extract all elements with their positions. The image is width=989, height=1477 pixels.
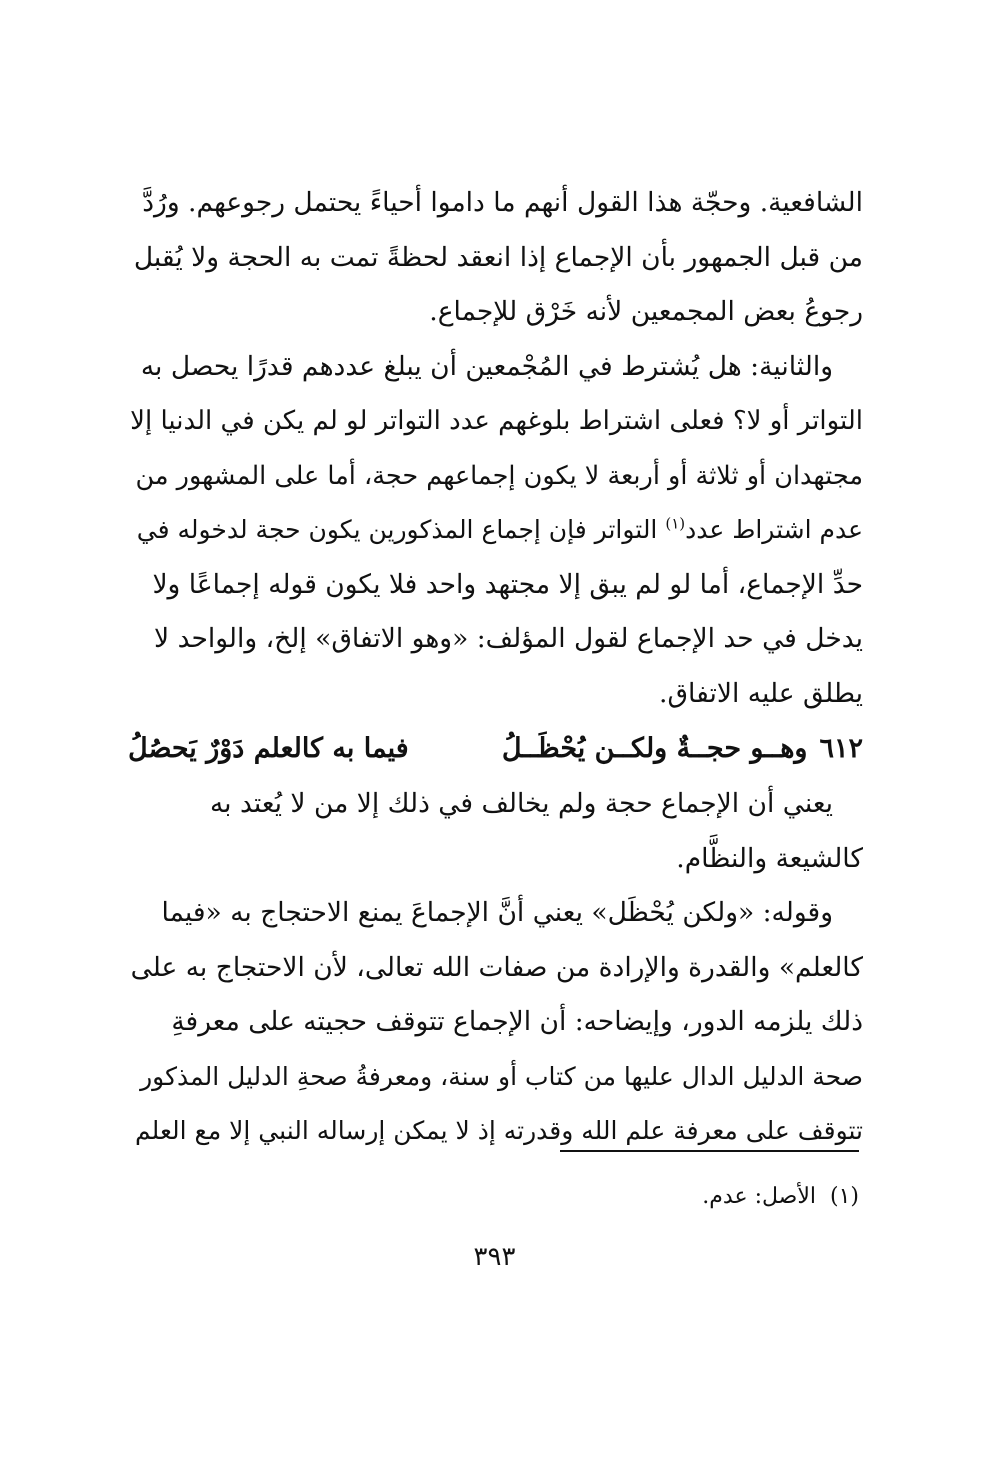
footnote-text: الأصل: عدم. [702, 1184, 816, 1209]
verse-612 [128, 721, 863, 777]
verse-second-hemistich: فيما به كالعلم دَوْرٌ يَحصُلُ [128, 733, 409, 764]
footnote-marker: (١) [829, 1184, 859, 1209]
text-line: التواتر أو لا؟ فعلى اشتراط بلوغهم عدد التواتر لو لم يكن في الدنيا إلا [130, 406, 863, 436]
text-line: تتوقف على معرفة علم الله وقدرته إذ لا يمكن إرساله النبي إلا مع العلم [135, 1116, 863, 1145]
verse-first-text: وهــو حجــةٌ ولكــن يُحْظَــلُ [501, 733, 808, 764]
text-line: حدِّ الإجماع، أما لو لم يبق إلا مجتهد واحد فلا يكون قوله إجماعًا ولا [152, 568, 863, 600]
text-line: كالشيعة والنظَّام. [676, 842, 863, 874]
text-line: يدخل في حد الإجماع لقول المؤلف: «وهو الاتفاق» إلخ، والواحد لا [154, 623, 863, 654]
text-line: كالعلم» والقدرة والإرادة من صفات الله تعالى، لأن الاحتجاج به على [130, 951, 863, 983]
footnote-separator [560, 1150, 859, 1152]
text-line: من قبل الجمهور بأن الإجماع إذا انعقد لحظةً تمت به الحجة ولا يُقبل [133, 241, 863, 273]
text-segment: عدم اشتراط عدد [685, 515, 863, 544]
text-line: صحة الدليل الدال عليها من كتاب أو سنة، ومعرفةُ صحةِ الدليل المذكور [140, 1061, 863, 1091]
footnote-reference[interactable]: (١) [665, 514, 686, 533]
paragraph-4 [128, 886, 863, 1159]
text-line: يعني أن الإجماع حجة ولم يخالف في ذلك إلا من لا يُعتد به [209, 788, 833, 819]
paragraph-3 [128, 777, 863, 886]
text-line: يطلق عليه الاتفاق. [659, 677, 863, 709]
text-line: والثانية: هل يُشترط في المُجْمعين أن يبلغ عددهم قدرًا يحصل به [140, 350, 833, 382]
text-line-with-footnote-ref [128, 503, 863, 558]
verse-number: ٦١٢ [819, 733, 863, 764]
footnote [129, 1180, 859, 1214]
paragraph-2 [128, 340, 863, 722]
page-number: ٣٩٣ [473, 1242, 516, 1272]
text-line: ذلك يلزمه الدور، وإيضاحه: أن الإجماع تتوقف حجيته على معرفةِ [171, 1006, 863, 1037]
text-line: وقوله: «ولكن يُحْظَل» يعني أنَّ الإجماعَ يمنع الاحتجاج به «فيما [161, 897, 833, 928]
text-segment: التواتر فإن إجماع المذكورين يكون حجة لدخوله في [136, 515, 666, 544]
main-text [128, 176, 863, 1159]
text-line: رجوعُ بعض المجمعين لأنه خَرْق للإجماع. [429, 296, 863, 327]
paragraph-1 [128, 176, 863, 340]
text-line: مجتهدان أو ثلاثة أو أربعة لا يكون إجماعهم حجة، أما على المشهور من [135, 460, 863, 491]
text-line: الشافعية. وحجّة هذا القول أنهم ما داموا أحياءً يحتمل رجوعهم. ورُدَّ [142, 187, 863, 218]
verse-first-hemistich [496, 721, 864, 777]
